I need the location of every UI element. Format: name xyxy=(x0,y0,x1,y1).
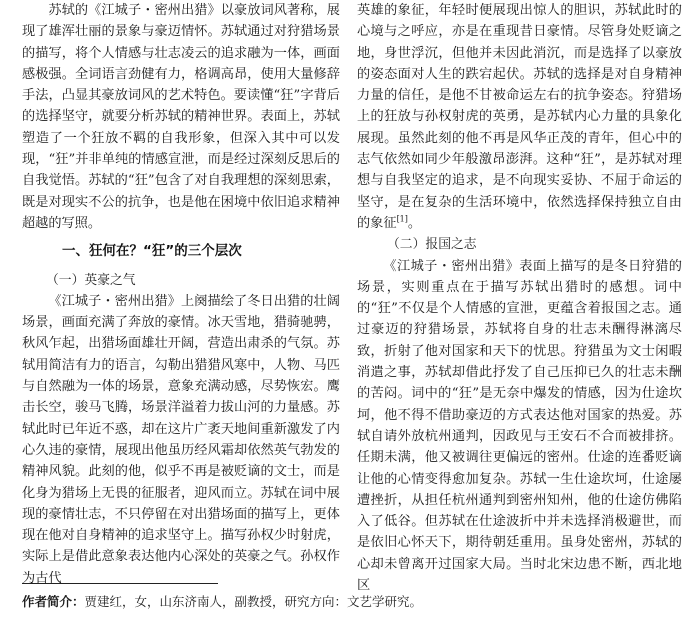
section-heading: 一、狂何在？“狂”的三个层次 xyxy=(62,243,242,260)
intro-paragraph: 苏轼的《江城子・密州出猎》以豪放词风著称，展现了雄浑壮丽的景象与豪迈情怀。苏轼通过对狩猎场景的描写，将个人情感与壮志凌云的追求融为一体，画面感极强。全词语言劲健有力，格调高昂，使用大量修辞手法，凸显其豪放词风的艺术特色。要读懂“狂”字背后的选择坚守，就要分析苏轼的精神世界。表面上，苏轼塑造了一个狂放不羁的自我形象，但深入其中可以发现，“狂”并非单纯的情感宣泄，而是经过深刻反思后的自我觉悟。苏轼的“狂”包含了对自我理想的深刻思索，既是对现实不公的抗争，也是他在困境中依旧追求精神超越的写照。 xyxy=(22,3,340,231)
left-column xyxy=(22,0,340,589)
continuation-paragraph xyxy=(357,0,682,234)
right-column xyxy=(357,0,682,596)
author-footnote xyxy=(22,593,682,611)
footnote-label: 作者简介： xyxy=(22,594,85,609)
continuation-text: 英雄的象征，年轻时便展现出惊人的胆识，苏轼此时的心境与之呼应，亦是在重现昔日豪情。尽管身处贬谪之地，身世浮沉，但他并未因此消沉，而是选择了以豪放的姿态面对人生的跌宕起伏。苏轼的选择是对自身精神力量的信任，是他不甘被命运左右的抗争姿态。狩猎场上的狂放与孙权射虎的英勇，是苏轼内心力量的具象化展现。虽然此刻的他不再是风华正茂的青年，但心中的志气依然如同少年般激昂澎湃。这种“狂”，是苏轼对理想与自我坚定的追求，是不向现实妥协、不屈于命运的坚守，是在复杂的生活环境中，依然选择保持独立自由的象征 xyxy=(357,3,682,231)
subsection-heading-patriotism: （二）报国之志 xyxy=(387,237,477,253)
citation-mark: [1] xyxy=(396,214,408,224)
heroic-spirit-paragraph: 《江城子・密州出猎》上阕描绘了冬日出猎的壮阔场景，画面充满了奔放的豪情。冰天雪地，猎骑驰骋，秋风乍起，出猎场面雄壮开阔，营造出肃杀的气氛。苏轼用简洁有力的语言，勾勒出猎猎风寒中，人物、马匹与自然融为一体的场景，意象充满动感，尽势恢宏。鹰击长空，骏马飞腾，场景洋溢着力拔山河的力量感。苏轼此时已年近不惑，却在这片广袤天地间重新激发了内心久违的豪情，展现出他虽历经风霜却依然英气勃发的精神风貌。此刻的他，似乎不再是被贬谪的文士，而是化身为猎场上无畏的征服者，迎风而立。苏轼在词中展现的豪情壮志，不只停留在对出猎场面的描写上，更体现在他对自身精神的追求坚守上。描写孙权少时射虎，实际上是借此意象表达他内心深处的英豪之气。孙权作为古代 xyxy=(22,293,340,586)
footnote-text: 贾建红，女，山东济南人，副教授，研究方向：文艺学研究。 xyxy=(84,594,423,609)
patriotism-paragraph: 《江城子・密州出猎》表面上描写的是冬日狩猎的场景，实则重点在于描写苏轼出猎时的感想。词中的“狂”不仅是个人情感的宣泄，更蕴含着报国之志。通过豪迈的狩猎场景，苏轼将自身的壮志未酬得淋漓尽致，折射了他对国家和天下的忧思。狩猎虽为文士闲暇消遣之事，苏轼却借此抒发了自己压抑已久的壮志未酬的苦闷。词中的“狂”是无奈中爆发的情感，因为仕途坎坷，他不得不借助豪迈的方式表达他对国家的热爱。苏轼自请外放杭州通判，因政见与王安石不合而被排挤。任期未满，他又被调往更偏远的密州。仕途的连番贬谪让他的心情变得愈加复杂。苏轼一生仕途坎坷，仕途屡遭挫折，从担任杭州通判到密州知州，他的仕途仿佛陷入了低谷。但苏轼在仕途波折中并未选择消极避世，而是依旧心怀天下，期待朝廷重用。虽身处密州，苏轼的心却未曾离开过国家大局。当时北宋边患不断，西北地区 xyxy=(357,258,682,594)
footnote-divider xyxy=(22,583,218,584)
subsection-heading-heroic-spirit: （一）英豪之气 xyxy=(46,272,136,288)
continuation-tail: 。 xyxy=(407,215,422,231)
